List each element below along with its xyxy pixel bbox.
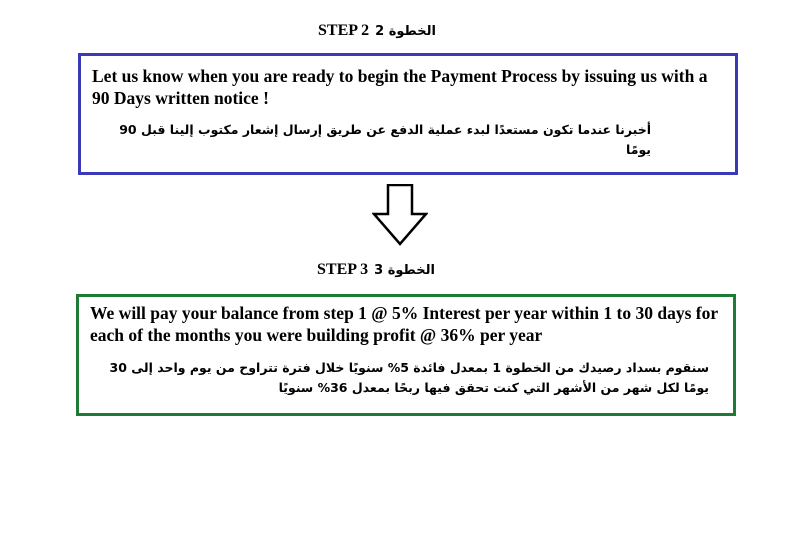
down-arrow-icon — [372, 184, 428, 246]
step-2-arabic-text: أخبرنا عندما تكون مستعدًا لبدء عملية الدفع عن طريق إرسال إشعار مكتوب إلينا قبل 90 يومًا — [119, 122, 651, 157]
step-2-english-text: Let us know when you are ready to begin the Payment Process by issuing us with a 90 Days written notice ! — [92, 66, 708, 108]
step-3-english-text: We will pay your balance from step 1 @ 5% Interest per year within 1 to 30 days for each of the months you were building profit @ 36% per year — [90, 303, 718, 345]
step-3-arabic-text: سنقوم بسداد رصيدك من الخطوة 1 بمعدل فائدة 5% سنويًا خلال فترة تتراوح من يوم واحد إلى 30 يومًا لكل شهر من الأشهر التي كنت تحقق فيها ربحًا بمعدل 36% سنويًا — [109, 360, 709, 395]
step-2-label: STEP 2 — [318, 22, 370, 39]
step-3-arabic-label: الخطوة 3 — [374, 263, 435, 278]
step-3-heading — [317, 261, 435, 280]
step-2-box — [78, 53, 738, 175]
step-3-label: STEP 3 — [317, 261, 369, 278]
step-2-heading — [318, 22, 436, 41]
step-3-box — [76, 294, 736, 416]
step-2-arabic-label: الخطوة 2 — [375, 24, 436, 39]
